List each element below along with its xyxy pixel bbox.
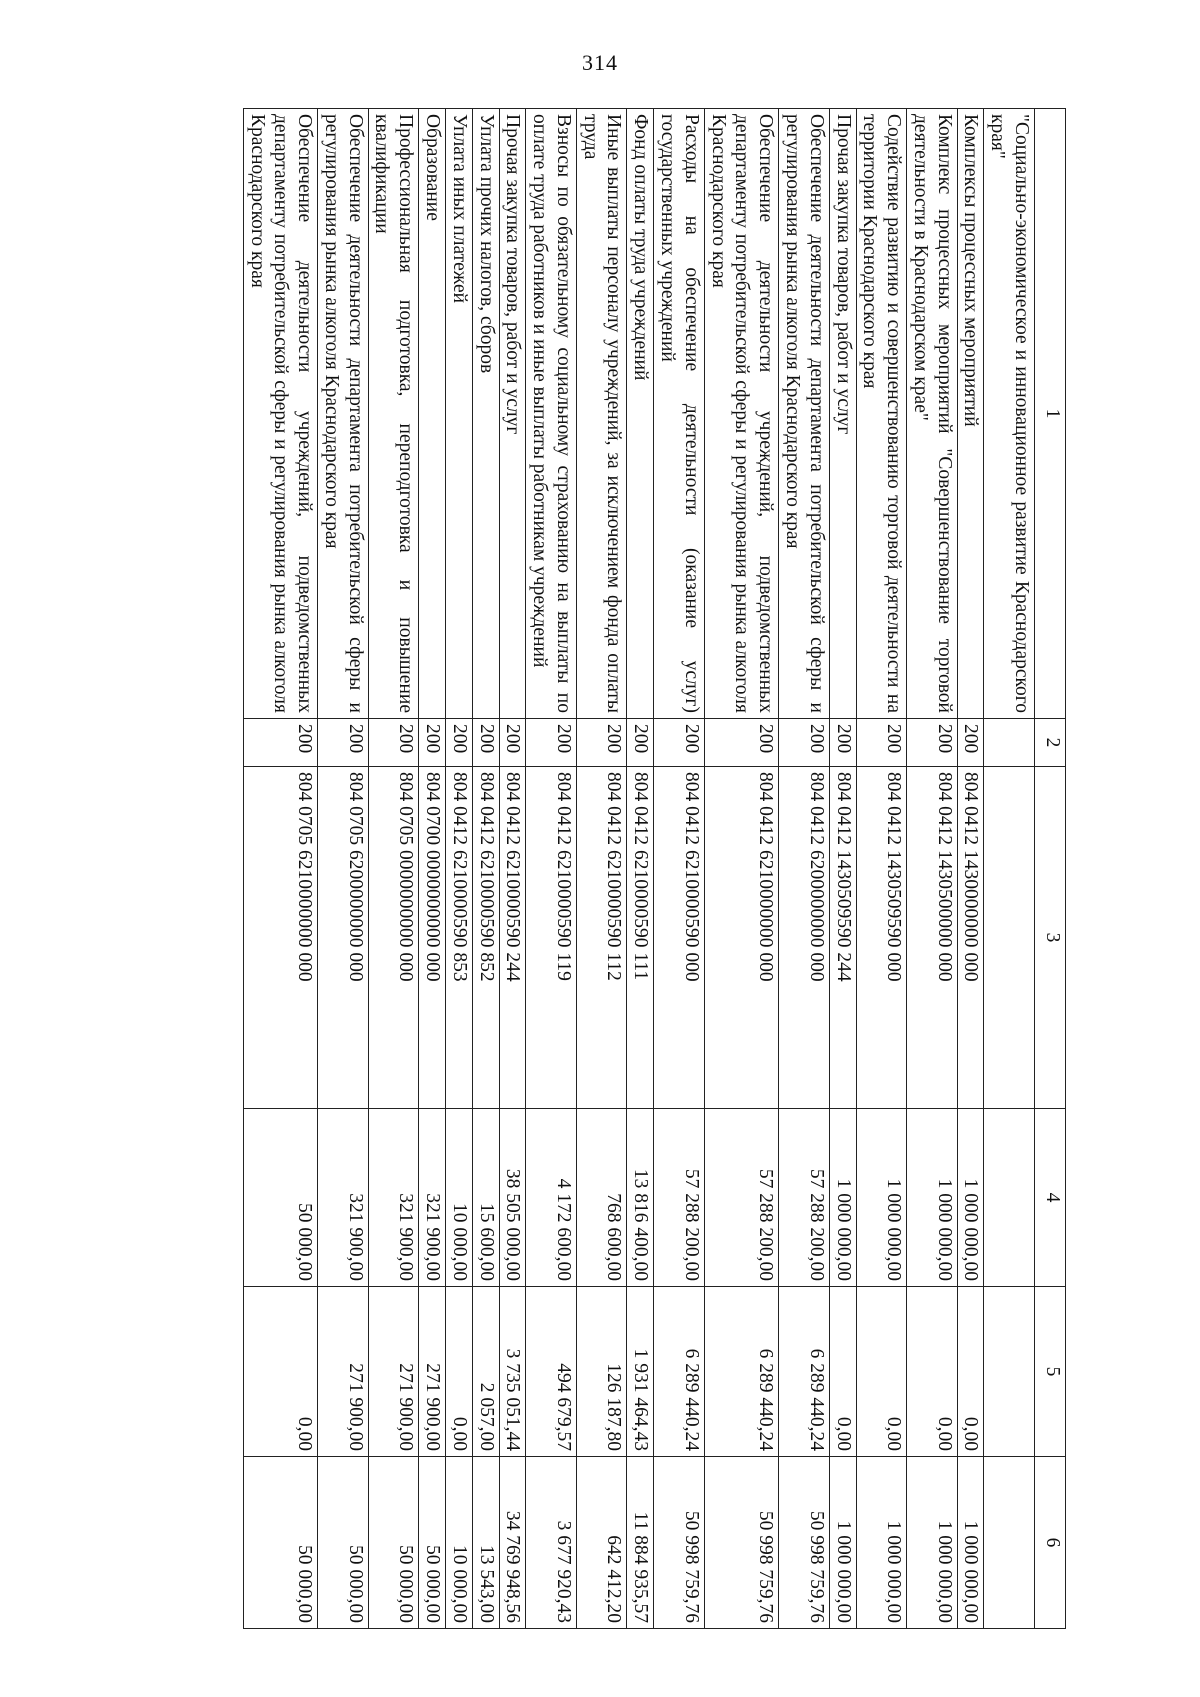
column-header: 2 bbox=[1035, 719, 1066, 767]
row-kbk-cell: 804 0412 1430000000 000 bbox=[957, 767, 984, 1109]
table-body bbox=[243, 109, 1034, 1629]
row-remainder-cell: 50 998 759,76 bbox=[779, 1457, 830, 1629]
row-plan-cell: 1 000 000,00 bbox=[957, 1109, 984, 1287]
row-remainder-cell: 50 000,00 bbox=[419, 1457, 446, 1629]
row-name-cell: Фонд оплаты труда учреждений bbox=[627, 109, 654, 719]
row-executed-cell: 6 289 440,24 bbox=[779, 1287, 830, 1457]
row-plan-cell: 321 900,00 bbox=[368, 1109, 419, 1287]
row-remainder-cell: 50 000,00 bbox=[243, 1457, 317, 1629]
row-name-cell: "Социально-экономическое и инновационное развитие Краснодарского края" bbox=[984, 109, 1035, 719]
table-row bbox=[779, 109, 830, 1629]
row-remainder-cell: 1 000 000,00 bbox=[829, 1457, 856, 1629]
row-name-cell: Обеспечение деятельности департамента потребительской сферы и регулирования рынка алкоголя Краснодарского края bbox=[779, 109, 830, 719]
row-kbk-cell: 804 0412 6210000590 112 bbox=[576, 767, 627, 1109]
row-name-cell: Уплата иных платежей bbox=[446, 109, 473, 719]
row-name-cell: Содействие развитию и совершенствованию торговой деятельности на территории Краснодарского края bbox=[856, 109, 907, 719]
row-name-cell: Обеспечение деятельности учреждений, подведомственных департаменту потребительской сферы и регулирования рынка алкоголя Краснодарского края bbox=[243, 109, 317, 719]
row-name-cell: Комплексы процессных мероприятий bbox=[957, 109, 984, 719]
row-kbk-cell bbox=[984, 767, 1035, 1109]
row-code-cell bbox=[984, 719, 1035, 767]
row-plan-cell: 321 900,00 bbox=[419, 1109, 446, 1287]
row-remainder-cell: 1 000 000,00 bbox=[907, 1457, 958, 1629]
row-executed-cell: 0,00 bbox=[243, 1287, 317, 1457]
row-kbk-cell: 804 0700 0000000000 000 bbox=[419, 767, 446, 1109]
table-row bbox=[576, 109, 627, 1629]
row-plan-cell: 57 288 200,00 bbox=[654, 1109, 705, 1287]
table-row bbox=[318, 109, 369, 1629]
row-executed-cell: 3 735 051,44 bbox=[499, 1287, 526, 1457]
row-kbk-cell: 804 0412 6210000590 111 bbox=[627, 767, 654, 1109]
row-executed-cell: 271 900,00 bbox=[368, 1287, 419, 1457]
row-executed-cell: 2 057,00 bbox=[472, 1287, 499, 1457]
row-executed-cell bbox=[984, 1287, 1035, 1457]
row-kbk-cell: 804 0412 6210000000 000 bbox=[704, 767, 778, 1109]
row-code-cell: 200 bbox=[318, 719, 369, 767]
row-remainder-cell: 13 543,00 bbox=[472, 1457, 499, 1629]
column-header: 4 bbox=[1035, 1109, 1066, 1287]
row-remainder-cell: 50 998 759,76 bbox=[654, 1457, 705, 1629]
row-remainder-cell: 50 000,00 bbox=[318, 1457, 369, 1629]
row-name-cell: Прочая закупка товаров, работ и услуг bbox=[829, 109, 856, 719]
row-plan-cell: 10 000,00 bbox=[446, 1109, 473, 1287]
table-row bbox=[654, 109, 705, 1629]
row-kbk-cell: 804 0412 6210000590 244 bbox=[499, 767, 526, 1109]
row-code-cell: 200 bbox=[829, 719, 856, 767]
row-kbk-cell: 804 0412 6210000590 000 bbox=[654, 767, 705, 1109]
table-row bbox=[446, 109, 473, 1629]
row-code-cell: 200 bbox=[499, 719, 526, 767]
row-remainder-cell: 3 677 920,43 bbox=[526, 1457, 577, 1629]
row-kbk-cell: 804 0412 1430509590 000 bbox=[856, 767, 907, 1109]
table-row bbox=[907, 109, 958, 1629]
row-code-cell: 200 bbox=[368, 719, 419, 767]
table-row bbox=[704, 109, 778, 1629]
table-row bbox=[627, 109, 654, 1629]
row-kbk-cell: 804 0412 1430500000 000 bbox=[907, 767, 958, 1109]
column-header: 6 bbox=[1035, 1457, 1066, 1629]
row-executed-cell: 0,00 bbox=[856, 1287, 907, 1457]
row-plan-cell: 321 900,00 bbox=[318, 1109, 369, 1287]
row-kbk-cell: 804 0705 6200000000 000 bbox=[318, 767, 369, 1109]
row-remainder-cell: 50 000,00 bbox=[368, 1457, 419, 1629]
row-kbk-cell: 804 0705 0000000000 000 bbox=[368, 767, 419, 1109]
row-kbk-cell: 804 0412 1430509590 244 bbox=[829, 767, 856, 1109]
row-kbk-cell: 804 0705 6210000000 000 bbox=[243, 767, 317, 1109]
column-header: 5 bbox=[1035, 1287, 1066, 1457]
row-plan-cell: 38 505 000,00 bbox=[499, 1109, 526, 1287]
row-name-cell: Прочая закупка товаров, работ и услуг bbox=[499, 109, 526, 719]
table-header-row bbox=[1035, 109, 1066, 1629]
table-row bbox=[499, 109, 526, 1629]
row-remainder-cell: 642 412,20 bbox=[576, 1457, 627, 1629]
column-header: 1 bbox=[1035, 109, 1066, 719]
row-plan-cell: 57 288 200,00 bbox=[779, 1109, 830, 1287]
row-plan-cell: 1 000 000,00 bbox=[856, 1109, 907, 1287]
row-kbk-cell: 804 0412 6200000000 000 bbox=[779, 767, 830, 1109]
row-plan-cell: 50 000,00 bbox=[243, 1109, 317, 1287]
table-row bbox=[984, 109, 1035, 1629]
row-plan-cell: 13 816 400,00 bbox=[627, 1109, 654, 1287]
row-name-cell: Взносы по обязательному социальному страхованию на выплаты по оплате труда работников и иные выплаты работникам учреждений bbox=[526, 109, 577, 719]
row-executed-cell: 0,00 bbox=[446, 1287, 473, 1457]
row-plan-cell: 15 600,00 bbox=[472, 1109, 499, 1287]
table-row bbox=[368, 109, 419, 1629]
table-row bbox=[472, 109, 499, 1629]
table-row bbox=[526, 109, 577, 1629]
row-executed-cell: 6 289 440,24 bbox=[704, 1287, 778, 1457]
row-executed-cell: 1 931 464,43 bbox=[627, 1287, 654, 1457]
table-row bbox=[856, 109, 907, 1629]
row-executed-cell: 6 289 440,24 bbox=[654, 1287, 705, 1457]
row-code-cell: 200 bbox=[526, 719, 577, 767]
row-name-cell: Обеспечение деятельности департамента потребительской сферы и регулирования рынка алкоголя Краснодарского края bbox=[318, 109, 369, 719]
row-code-cell: 200 bbox=[243, 719, 317, 767]
row-plan-cell: 57 288 200,00 bbox=[704, 1109, 778, 1287]
table-row bbox=[419, 109, 446, 1629]
row-remainder-cell: 1 000 000,00 bbox=[856, 1457, 907, 1629]
row-code-cell: 200 bbox=[446, 719, 473, 767]
row-code-cell: 200 bbox=[779, 719, 830, 767]
row-remainder-cell: 11 884 935,57 bbox=[627, 1457, 654, 1629]
row-executed-cell: 271 900,00 bbox=[318, 1287, 369, 1457]
row-remainder-cell: 1 000 000,00 bbox=[957, 1457, 984, 1629]
row-code-cell: 200 bbox=[704, 719, 778, 767]
row-executed-cell: 0,00 bbox=[829, 1287, 856, 1457]
row-executed-cell: 126 187,80 bbox=[576, 1287, 627, 1457]
row-code-cell: 200 bbox=[472, 719, 499, 767]
page-number: 314 bbox=[582, 50, 618, 75]
row-plan-cell: 768 600,00 bbox=[576, 1109, 627, 1287]
row-code-cell: 200 bbox=[907, 719, 958, 767]
row-executed-cell: 271 900,00 bbox=[419, 1287, 446, 1457]
row-plan-cell: 1 000 000,00 bbox=[829, 1109, 856, 1287]
row-kbk-cell: 804 0412 6210000590 853 bbox=[446, 767, 473, 1109]
row-remainder-cell: 10 000,00 bbox=[446, 1457, 473, 1629]
table-row bbox=[957, 109, 984, 1629]
row-remainder-cell bbox=[984, 1457, 1035, 1629]
table-row bbox=[829, 109, 856, 1629]
row-code-cell: 200 bbox=[654, 719, 705, 767]
row-name-cell: Обеспечение деятельности учреждений, подведомственных департаменту потребительской сферы и регулирования рынка алкоголя Краснодарского края bbox=[704, 109, 778, 719]
row-executed-cell: 494 679,57 bbox=[526, 1287, 577, 1457]
rotated-table-container bbox=[166, 108, 1066, 1628]
row-remainder-cell: 34 769 948,56 bbox=[499, 1457, 526, 1629]
table-row bbox=[243, 109, 317, 1629]
column-header: 3 bbox=[1035, 767, 1066, 1109]
row-name-cell: Уплата прочих налогов, сборов bbox=[472, 109, 499, 719]
row-code-cell: 200 bbox=[957, 719, 984, 767]
row-name-cell: Иные выплаты персоналу учреждений, за исключением фонда оплаты труда bbox=[576, 109, 627, 719]
row-name-cell: Расходы на обеспечение деятельности (оказание услуг) государственных учреждений bbox=[654, 109, 705, 719]
row-name-cell: Профессиональная подготовка, переподготовка и повышение квалификации bbox=[368, 109, 419, 719]
row-code-cell: 200 bbox=[856, 719, 907, 767]
row-plan-cell: 1 000 000,00 bbox=[907, 1109, 958, 1287]
budget-table bbox=[243, 108, 1066, 1629]
row-executed-cell: 0,00 bbox=[957, 1287, 984, 1457]
row-code-cell: 200 bbox=[419, 719, 446, 767]
row-kbk-cell: 804 0412 6210000590 119 bbox=[526, 767, 577, 1109]
row-name-cell: Образование bbox=[419, 109, 446, 719]
row-remainder-cell: 50 998 759,76 bbox=[704, 1457, 778, 1629]
row-plan-cell bbox=[984, 1109, 1035, 1287]
row-name-cell: Комплекс процессных мероприятий "Совершенствование торговой деятельности в Краснодарском крае" bbox=[907, 109, 958, 719]
row-executed-cell: 0,00 bbox=[907, 1287, 958, 1457]
row-code-cell: 200 bbox=[576, 719, 627, 767]
row-kbk-cell: 804 0412 6210000590 852 bbox=[472, 767, 499, 1109]
row-plan-cell: 4 172 600,00 bbox=[526, 1109, 577, 1287]
row-code-cell: 200 bbox=[627, 719, 654, 767]
